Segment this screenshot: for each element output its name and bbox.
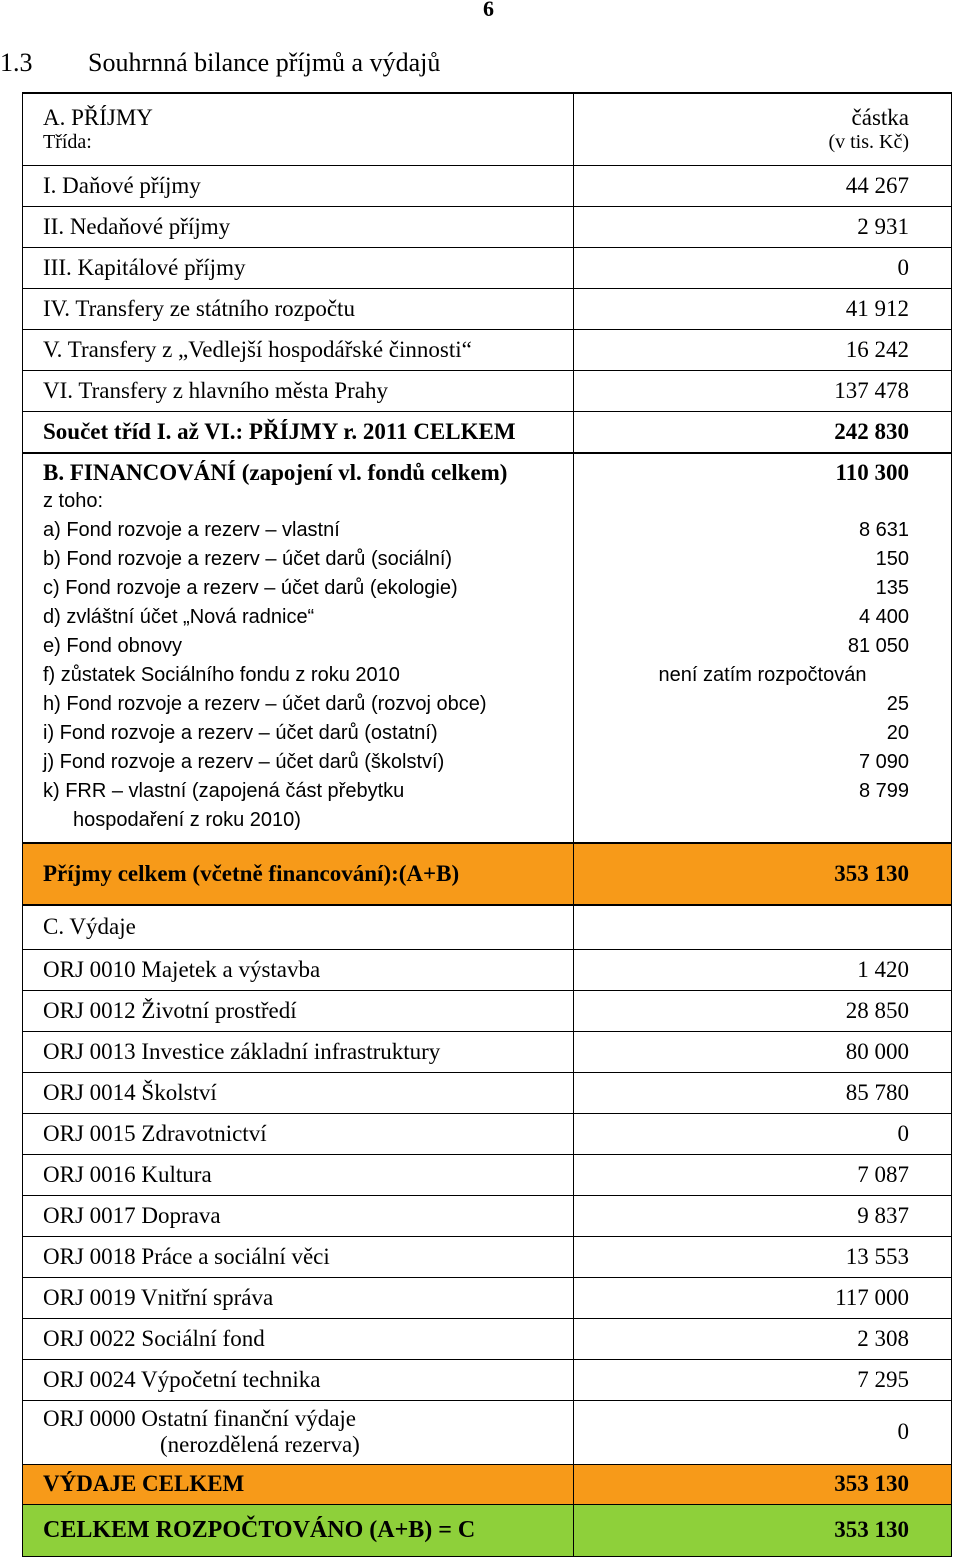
financing-item: d) zvláštní účet „Nová radnice“ xyxy=(43,606,315,628)
page-number: 6 xyxy=(483,0,494,21)
row-value: 13 553 xyxy=(574,1236,952,1277)
income-total-row xyxy=(23,411,952,453)
financing-of-which: z toho: xyxy=(43,490,104,512)
expenses-total-value: 353 130 xyxy=(574,1464,952,1504)
financing-item-value: není zatím rozpočtován xyxy=(658,664,867,686)
row-label: ORJ 0019 Vnitřní správa xyxy=(23,1277,574,1318)
row-label: ORJ 0022 Sociální fond xyxy=(23,1318,574,1359)
budget-table xyxy=(22,92,952,1557)
row-label: ORJ 0016 Kultura xyxy=(23,1154,574,1195)
financing-item: c) Fond rozvoje a rezerv – účet darů (ekologie) xyxy=(43,577,458,599)
row-label: ORJ 0015 Zdravotnictví xyxy=(23,1113,574,1154)
row-value: 2 308 xyxy=(574,1318,952,1359)
expense-row xyxy=(23,990,952,1031)
expenses-total-row xyxy=(23,1464,952,1504)
row-label: ORJ 0014 Školství xyxy=(23,1072,574,1113)
financing-item: a) Fond rozvoje a rezerv – vlastní xyxy=(43,519,340,541)
financing-item-value: 20 xyxy=(886,722,909,744)
expense-row xyxy=(23,1072,952,1113)
row-value: 28 850 xyxy=(574,990,952,1031)
budget-total-label: CELKEM ROZPOČTOVÁNO (A+B) = C xyxy=(23,1504,574,1556)
financing-item-value: 135 xyxy=(875,577,909,599)
income-total-label: Součet tříd I. až VI.: PŘÍJMY r. 2011 CELKEM xyxy=(23,411,574,453)
financing-item-value: 8 631 xyxy=(858,519,909,541)
financing-item-value: 4 400 xyxy=(858,606,909,628)
row-value: 41 912 xyxy=(574,288,952,329)
reserve-value: 0 xyxy=(574,1400,952,1464)
row-value: 80 000 xyxy=(574,1031,952,1072)
expense-row xyxy=(23,1236,952,1277)
row-label: ORJ 0012 Životní prostředí xyxy=(23,990,574,1031)
financing-item-value: 81 050 xyxy=(847,635,909,657)
row-label: ORJ 0010 Majetek a výstavba xyxy=(23,949,574,990)
section-heading xyxy=(0,48,440,78)
row-value: 44 267 xyxy=(574,165,952,206)
financing-item-continuation: hospodaření z roku 2010) xyxy=(73,809,301,831)
financing-item-value: 25 xyxy=(886,693,909,715)
financing-item-value: 150 xyxy=(875,548,909,570)
income-row xyxy=(23,165,952,206)
expense-row xyxy=(23,1113,952,1154)
income-grand-total-value: 353 130 xyxy=(574,843,952,905)
financing-item: k) FRR – vlastní (zapojená část přebytku xyxy=(43,780,405,802)
income-row xyxy=(23,288,952,329)
row-value: 137 478 xyxy=(574,370,952,411)
section-number: 1.3 xyxy=(0,48,33,77)
budget-total-value: 353 130 xyxy=(574,1504,952,1556)
financing-item: i) Fond rozvoje a rezerv – účet darů (ostatní) xyxy=(43,722,438,744)
expenses-total-label: VÝDAJE CELKEM xyxy=(23,1464,574,1504)
expense-row xyxy=(23,1359,952,1400)
row-label: V. Transfery z „Vedlejší hospodářské činnosti“ xyxy=(23,329,574,370)
row-label: IV. Transfery ze státního rozpočtu xyxy=(23,288,574,329)
financing-item: j) Fond rozvoje a rezerv – účet darů (školství) xyxy=(43,751,445,773)
income-row xyxy=(23,247,952,288)
expense-row xyxy=(23,1031,952,1072)
financing-item: e) Fond obnovy xyxy=(43,635,182,657)
financing-item: b) Fond rozvoje a rezerv – účet darů (sociální) xyxy=(43,548,453,570)
amount-header: částka xyxy=(851,104,909,130)
financing-item: h) Fond rozvoje a rezerv – účet darů (rozvoj obce) xyxy=(43,693,487,715)
row-label: I. Daňové příjmy xyxy=(23,165,574,206)
income-total-value: 242 830 xyxy=(574,411,952,453)
financing-title: B. FINANCOVÁNÍ (zapojení vl. fondů celkem) xyxy=(43,460,508,485)
row-label: ORJ 0024 Výpočetní technika xyxy=(23,1359,574,1400)
row-label: II. Nedaňové příjmy xyxy=(23,206,574,247)
expense-row xyxy=(23,949,952,990)
financing-item-value: 7 090 xyxy=(858,751,909,773)
row-value: 0 xyxy=(574,1113,952,1154)
expenses-title: C. Výdaje xyxy=(23,905,574,949)
expense-row xyxy=(23,1277,952,1318)
row-value: 2 931 xyxy=(574,206,952,247)
financing-item-value: 8 799 xyxy=(858,780,909,802)
row-value: 16 242 xyxy=(574,329,952,370)
income-grand-total-row xyxy=(23,843,952,905)
expense-row xyxy=(23,1318,952,1359)
expense-row xyxy=(23,1154,952,1195)
reserve-label-continuation: (nerozdělená rezerva) xyxy=(160,1432,360,1457)
row-label: ORJ 0017 Doprava xyxy=(23,1195,574,1236)
row-value: 117 000 xyxy=(574,1277,952,1318)
income-row xyxy=(23,206,952,247)
expenses-header-row xyxy=(23,905,952,949)
income-row xyxy=(23,370,952,411)
section-title: Souhrnná bilance příjmů a výdajů xyxy=(88,48,441,77)
row-label: VI. Transfery z hlavního města Prahy xyxy=(23,370,574,411)
row-label: III. Kapitálové příjmy xyxy=(23,247,574,288)
financing-block xyxy=(23,453,952,843)
row-label: ORJ 0018 Práce a sociální věci xyxy=(23,1236,574,1277)
financing-item: f) zůstatek Sociálního fondu z roku 2010 xyxy=(43,664,400,686)
expense-row-reserve xyxy=(23,1400,952,1464)
budget-total-row xyxy=(23,1504,952,1556)
row-value: 7 087 xyxy=(574,1154,952,1195)
row-label: ORJ 0013 Investice základní infrastruktury xyxy=(23,1031,574,1072)
row-value: 85 780 xyxy=(574,1072,952,1113)
row-value: 7 295 xyxy=(574,1359,952,1400)
income-grand-total-label: Příjmy celkem (včetně financování):(A+B) xyxy=(23,843,574,905)
row-value: 1 420 xyxy=(574,949,952,990)
income-title: A. PŘÍJMY xyxy=(43,104,153,130)
income-header-row xyxy=(23,93,952,165)
amount-unit: (v tis. Kč) xyxy=(828,130,909,153)
financing-total-value: 110 300 xyxy=(835,460,909,485)
row-value: 9 837 xyxy=(574,1195,952,1236)
income-row xyxy=(23,329,952,370)
class-label: Třída: xyxy=(43,130,92,153)
expense-row xyxy=(23,1195,952,1236)
row-value: 0 xyxy=(574,247,952,288)
reserve-label: ORJ 0000 Ostatní finanční výdaje xyxy=(43,1406,357,1431)
